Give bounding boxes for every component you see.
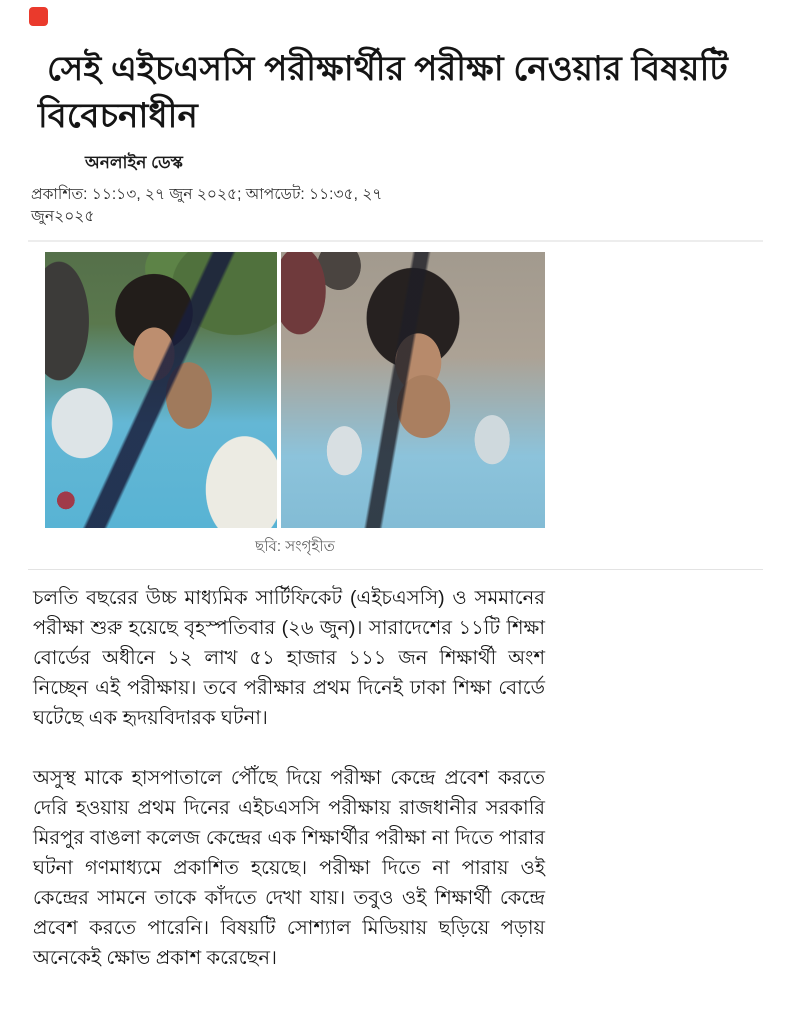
publish-meta-line2: জুন২০২৫	[31, 208, 95, 225]
byline-author: অনলাইন ডেস্ক	[85, 153, 183, 172]
photo-caption: ছবি: সংগৃহীত	[255, 538, 335, 555]
article-paragraph-1: চলতি বছরের উচ্চ মাধ্যমিক সার্টিফিকেট (এইচএসসি) ও সমমানের পরীক্ষা শুরু হয়েছে বৃহস্পতিবার (২৬ জুন)। সারাদেশের ১১টি শিক্ষা বোর্ডের অধীনে ১২ লাখ ৫১ হাজার ১১১ জন শিক্ষার্থী অংশ নিচ্ছেন এই পরীক্ষায়। তবে পরীক্ষার প্রথম দিনেই ঢাকা শিক্ষা বোর্ডে ঘটেছে এক হৃদয়বিদারক ঘটনা।	[33, 587, 545, 729]
article-headline: সেই এইচএসসি পরীক্ষার্থীর পরীক্ষা নেওয়ার বিষয়টি বিবেচনাধীন	[38, 50, 729, 135]
photo-crying-student-left	[45, 252, 277, 528]
site-logo-icon[interactable]	[29, 7, 48, 26]
top-divider	[28, 240, 763, 242]
article-photo-block	[45, 252, 545, 528]
caption-divider	[28, 569, 763, 570]
publish-meta-line1: প্রকাশিত: ১১:১৩, ২৭ জুন ২০২৫; আপডেট: ১১:৩৫, ২৭	[31, 186, 383, 203]
article-paragraph-2: অসুস্থ মাকে হাসপাতালে পৌঁছে দিয়ে পরীক্ষা কেন্দ্রে প্রবেশ করতে দেরি হওয়ায় প্রথম দিনের এইচএসসি পরীক্ষায় রাজধানীর সরকারি মিরপুর বাঙলা কলেজ কেন্দ্রের এক শিক্ষার্থীর পরীক্ষা না দিতে পারার ঘটনা গণমাধ্যমে প্রকাশিত হয়েছে। পরীক্ষা দিতে না পারায় ওই কেন্দ্রের সামনে তাকে কাঁদতে দেখা যায়। তবুও ওই শিক্ষার্থী কেন্দ্রে প্রবেশ করতে পারেনি। বিষয়টি সোশ্যাল মিডিয়ায় ছড়িয়ে পড়ায় অনেকেই ক্ষোভ প্রকাশ করেছেন।	[33, 767, 545, 969]
photo-crying-student-right	[281, 252, 545, 528]
publish-meta	[31, 184, 791, 228]
